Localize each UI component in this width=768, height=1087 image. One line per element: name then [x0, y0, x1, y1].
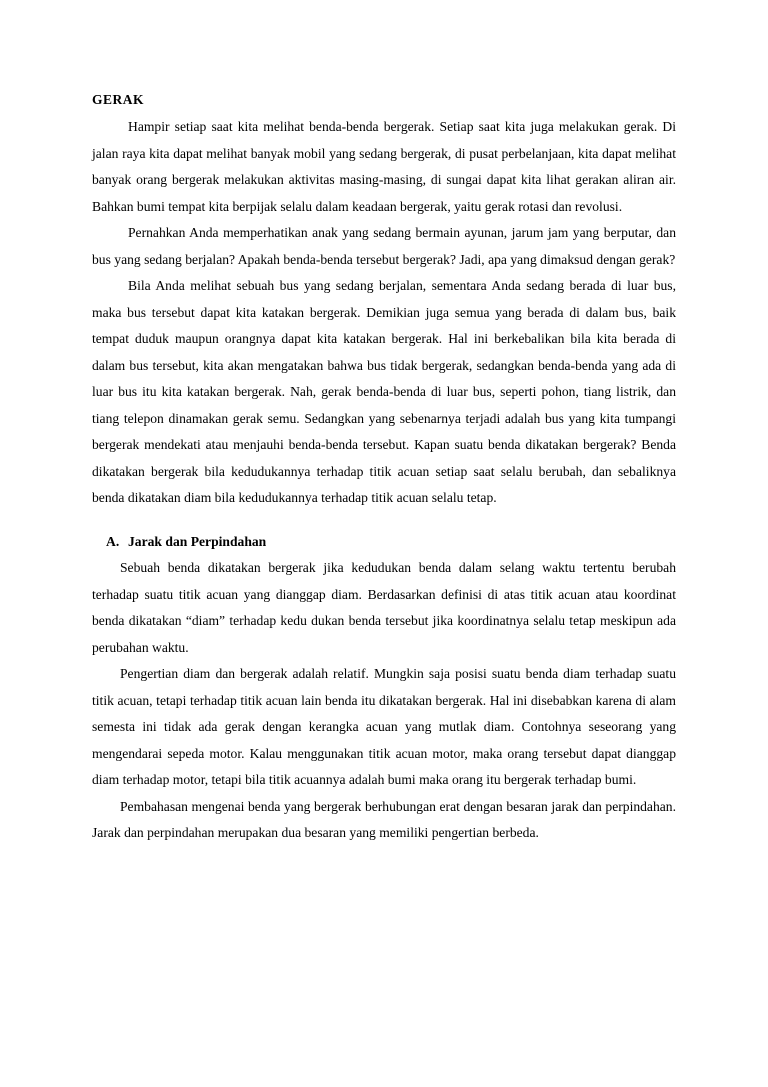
section-heading: [106, 529, 676, 556]
document-title: GERAK: [92, 92, 145, 107]
intro-paragraph-3: Bila Anda melihat sebuah bus yang sedang berjalan, sementara Anda sedang berada di luar bus, maka bus tersebut dapat kita katakan bergerak. Demikian juga semua yang berada di dalam bus, baik tempat duduk maupun orangnya dapat kita katakan bergerak. Hal ini berkebalikan bila kita berada di dalam bus tersebut, kita akan mengatakan bahwa bus tidak bergerak, sedangkan benda-benda yang ada di luar bus itu kita katakan bergerak. Nah, gerak benda-benda di luar bus, seperti pohon, tiang listrik, dan tiang telepon dinamakan gerak semu. Sedangkan yang sebenarnya terjadi adalah bus yang kita tumpangi bergerak mendekati atau menjauhi benda-benda tersebut. Kapan suatu benda dikatakan bergerak? Benda dikatakan bergerak bila kedudukannya terhadap titik acuan setiap saat selalu berubah, dan sebaliknya benda dikatakan diam bila kedudukannya terhadap titik acuan selalu tetap.: [92, 278, 676, 505]
intro-paragraph-2: Pernahkan Anda memperhatikan anak yang sedang bermain ayunan, jarum jam yang berputar, dan bus yang sedang berjalan? Apakah benda-benda tersebut bergerak? Jadi, apa yang dimaksud dengan gerak?: [92, 225, 676, 267]
section-number: A.: [106, 533, 120, 549]
section-paragraph-2: Pengertian diam dan bergerak adalah relatif. Mungkin saja posisi suatu benda diam terhadap suatu titik acuan, tetapi terhadap titik acuan lain benda itu dikatakan bergerak. Hal ini disebabkan karena di alam semesta ini tidak ada gerak dengan kerangka acuan yang mutlak diam. Contohnya seseorang yang mengendarai sepeda motor. Kalau menggunakan titik acuan motor, maka orang tersebut dapat dianggap diam terhadap motor, tetapi bila titik acuannya adalah bumi maka orang itu bergerak terhadap bumi.: [92, 666, 676, 787]
intro-paragraph-1: Hampir setiap saat kita melihat benda-benda bergerak. Setiap saat kita juga melakukan gerak. Di jalan raya kita dapat melihat banyak mobil yang sedang bergerak, di pusat perbelanjaan, kita dapat melihat banyak orang bergerak melakukan aktivitas masing-masing, di sungai dapat kita lihat gerakan aliran air. Bahkan bumi tempat kita berpijak selalu dalam keadaan bergerak, yaitu gerak rotasi dan revolusi.: [92, 119, 676, 214]
section-paragraph-3: Pembahasan mengenai benda yang bergerak berhubungan erat dengan besaran jarak dan perpindahan. Jarak dan perpindahan merupakan dua besaran yang memiliki pengertian berbeda.: [92, 798, 676, 840]
section-paragraph-1: Sebuah benda dikatakan bergerak jika kedudukan benda dalam selang waktu tertentu berubah terhadap suatu titik acuan yang dianggap diam. Berdasarkan definisi di atas titik acuan atau koordinat benda dikatakan “diam” terhadap kedu dukan benda tersebut jika koordinatnya selalu tetap meskipun ada perubahan waktu.: [92, 560, 676, 655]
document-page: [92, 90, 676, 847]
section-heading-text: Jarak dan Perpindahan: [128, 533, 267, 549]
